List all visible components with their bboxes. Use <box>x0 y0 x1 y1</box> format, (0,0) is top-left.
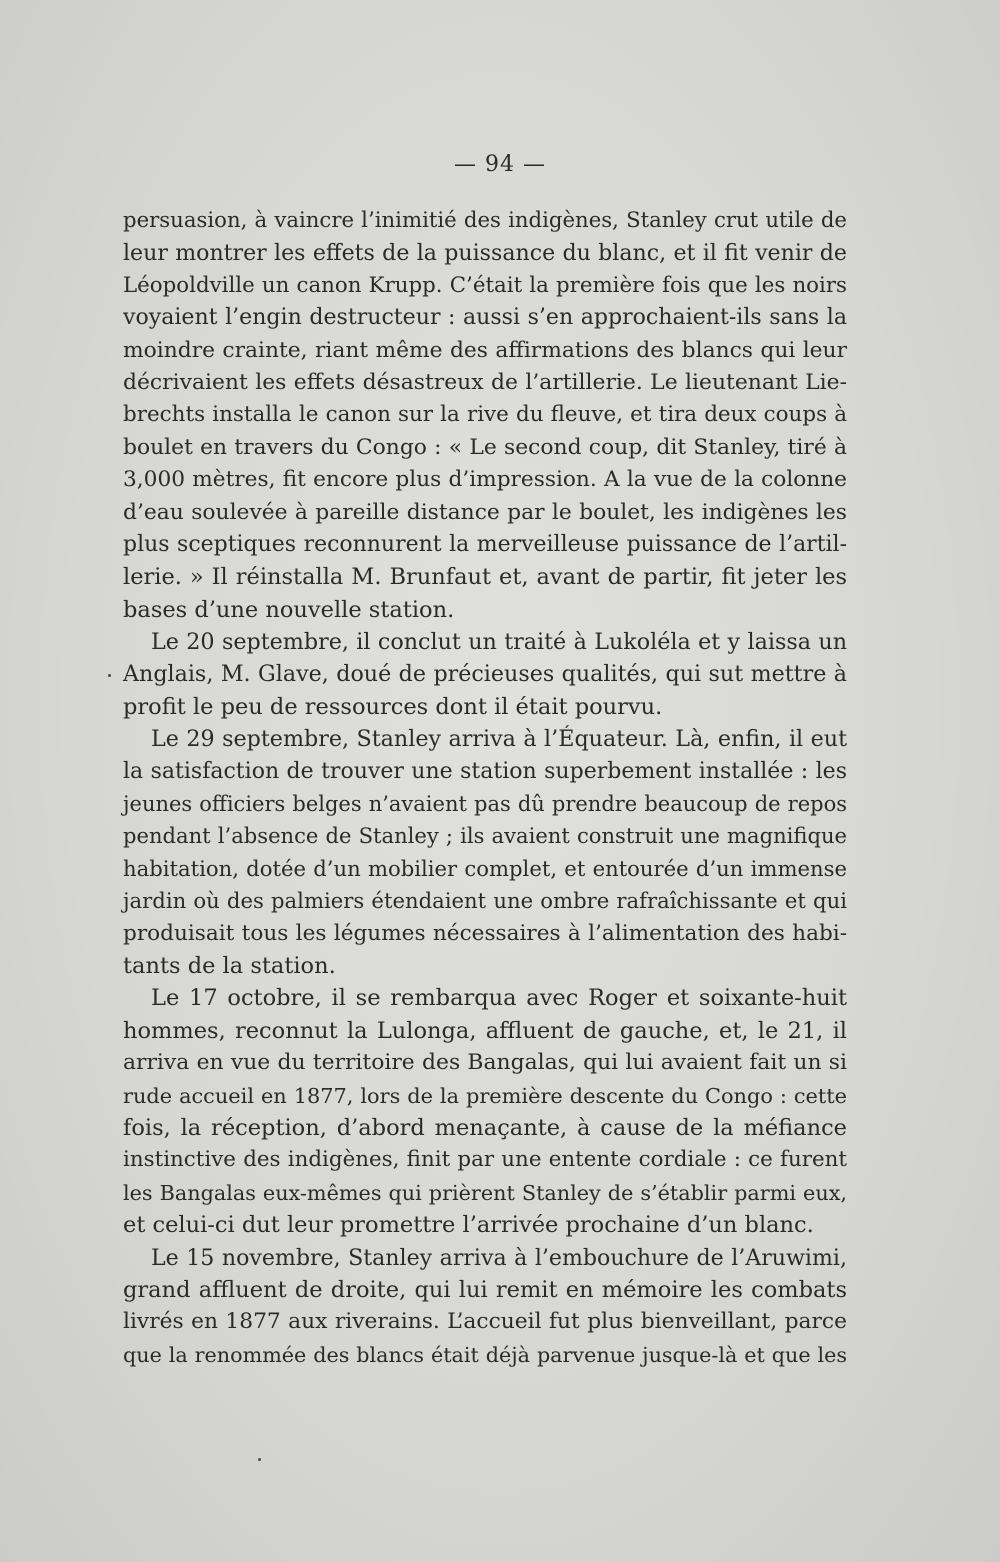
text-line: brechts installa le canon sur la rive du fleuve, et tira deux coups à <box>123 402 847 428</box>
page-speck <box>108 674 111 677</box>
page-number: — 94 — <box>454 152 546 177</box>
page-speck <box>258 1458 261 1461</box>
text-line: Le 15 novembre, Stanley arriva à l’embouchure de l’Aruwimi, <box>151 1244 847 1271</box>
text-line: Le 29 septembre, Stanley arriva à l’Équateur. Là, enfin, il eut <box>151 726 847 753</box>
paragraph <box>123 205 847 626</box>
text-line: pendant l’absence de Stanley ; ils avaient construit une magnifique <box>123 823 847 849</box>
text-line: habitation, dotée d’un mobilier complet, et entourée d’un immense <box>123 855 847 881</box>
text-line: Anglais, M. Glave, doué de précieuses qualités, qui sut mettre à <box>123 661 847 688</box>
text-line: boulet en travers du Congo : « Le second coup, dit Stanley, tiré à <box>123 434 847 460</box>
text-line: persuasion, à vaincre l’inimitié des indigènes, Stanley crut utile de <box>123 208 847 233</box>
text-line: plus sceptiques reconnurent la merveilleuse puissance de l’artil- <box>123 531 847 557</box>
text-line: Léopoldville un canon Krupp. C’était la première fois que les noirs <box>123 272 847 298</box>
text-line: la satisfaction de trouver une station superbement installée : les <box>123 758 847 784</box>
text-line: décrivaient les effets désastreux de l’artillerie. Le lieutenant Lie- <box>123 369 847 395</box>
text-line: Le 20 septembre, il conclut un traité à Lukoléla et y laissa un <box>151 629 847 656</box>
text-line: les Bangalas eux-mêmes qui prièrent Stanley de s’établir parmi eux, <box>123 1180 847 1205</box>
text-line: arriva en vue du territoire des Bangalas, qui lui avaient fait un si <box>123 1050 847 1076</box>
text-line: lerie. » Il réinstalla M. Brunfaut et, avant de partir, fit jeter les <box>123 564 847 591</box>
text-line: profit le peu de ressources dont il était pourvu. <box>123 693 663 720</box>
text-line: leur montrer les effets de la puissance du blanc, et il fit venir de <box>123 240 847 267</box>
text-line: produisait tous les légumes nécessaires à l’alimentation des habi- <box>123 920 847 946</box>
paragraph <box>123 982 847 1241</box>
text-line: jardin où des palmiers étendaient une ombre rafraîchissante et qui <box>123 888 847 914</box>
text-line: fois, la réception, d’abord menaçante, à cause de la méfiance <box>123 1114 847 1141</box>
text-line: jeunes officiers belges n’avaient pas dû prendre beaucoup de repos <box>123 792 847 817</box>
paragraph <box>123 723 847 982</box>
text-line: et celui-ci dut leur promettre l’arrivée prochaine d’un blanc. <box>123 1212 814 1239</box>
text-line: tants de la station. <box>123 952 336 979</box>
text-line: instinctive des indigènes, finit par une entente cordiale : ce furent <box>123 1147 847 1173</box>
text-line: livrés en 1877 aux riverains. L’accueil fut plus bienveillant, parce <box>123 1309 847 1335</box>
paragraph <box>123 1242 847 1372</box>
text-line: moindre crainte, riant même des affirmations des blancs qui leur <box>123 337 847 363</box>
paragraph <box>123 626 847 723</box>
text-line: 3,000 mètres, fit encore plus d’impression. A la vue de la colonne <box>123 467 847 493</box>
text-line: d’eau soulevée à pareille distance par le boulet, les indigènes les <box>123 499 847 525</box>
body-text <box>123 205 847 1371</box>
text-line: rude accueil en 1877, lors de la première descente du Congo : cette <box>123 1083 847 1108</box>
text-line: bases d’une nouvelle station. <box>123 596 455 623</box>
text-line: voyaient l’engin destructeur : aussi s’en approchaient-ils sans la <box>123 305 847 331</box>
text-line: Le 17 octobre, il se rembarqua avec Roger et soixante-huit <box>151 985 847 1012</box>
text-line: que la renommée des blancs était déjà parvenue jusque-là et que les <box>123 1342 847 1367</box>
text-line: grand affluent de droite, qui lui remit en mémoire les combats <box>123 1276 847 1303</box>
text-line: hommes, reconnut la Lulonga, affluent de gauche, et, le 21, il <box>123 1017 847 1044</box>
